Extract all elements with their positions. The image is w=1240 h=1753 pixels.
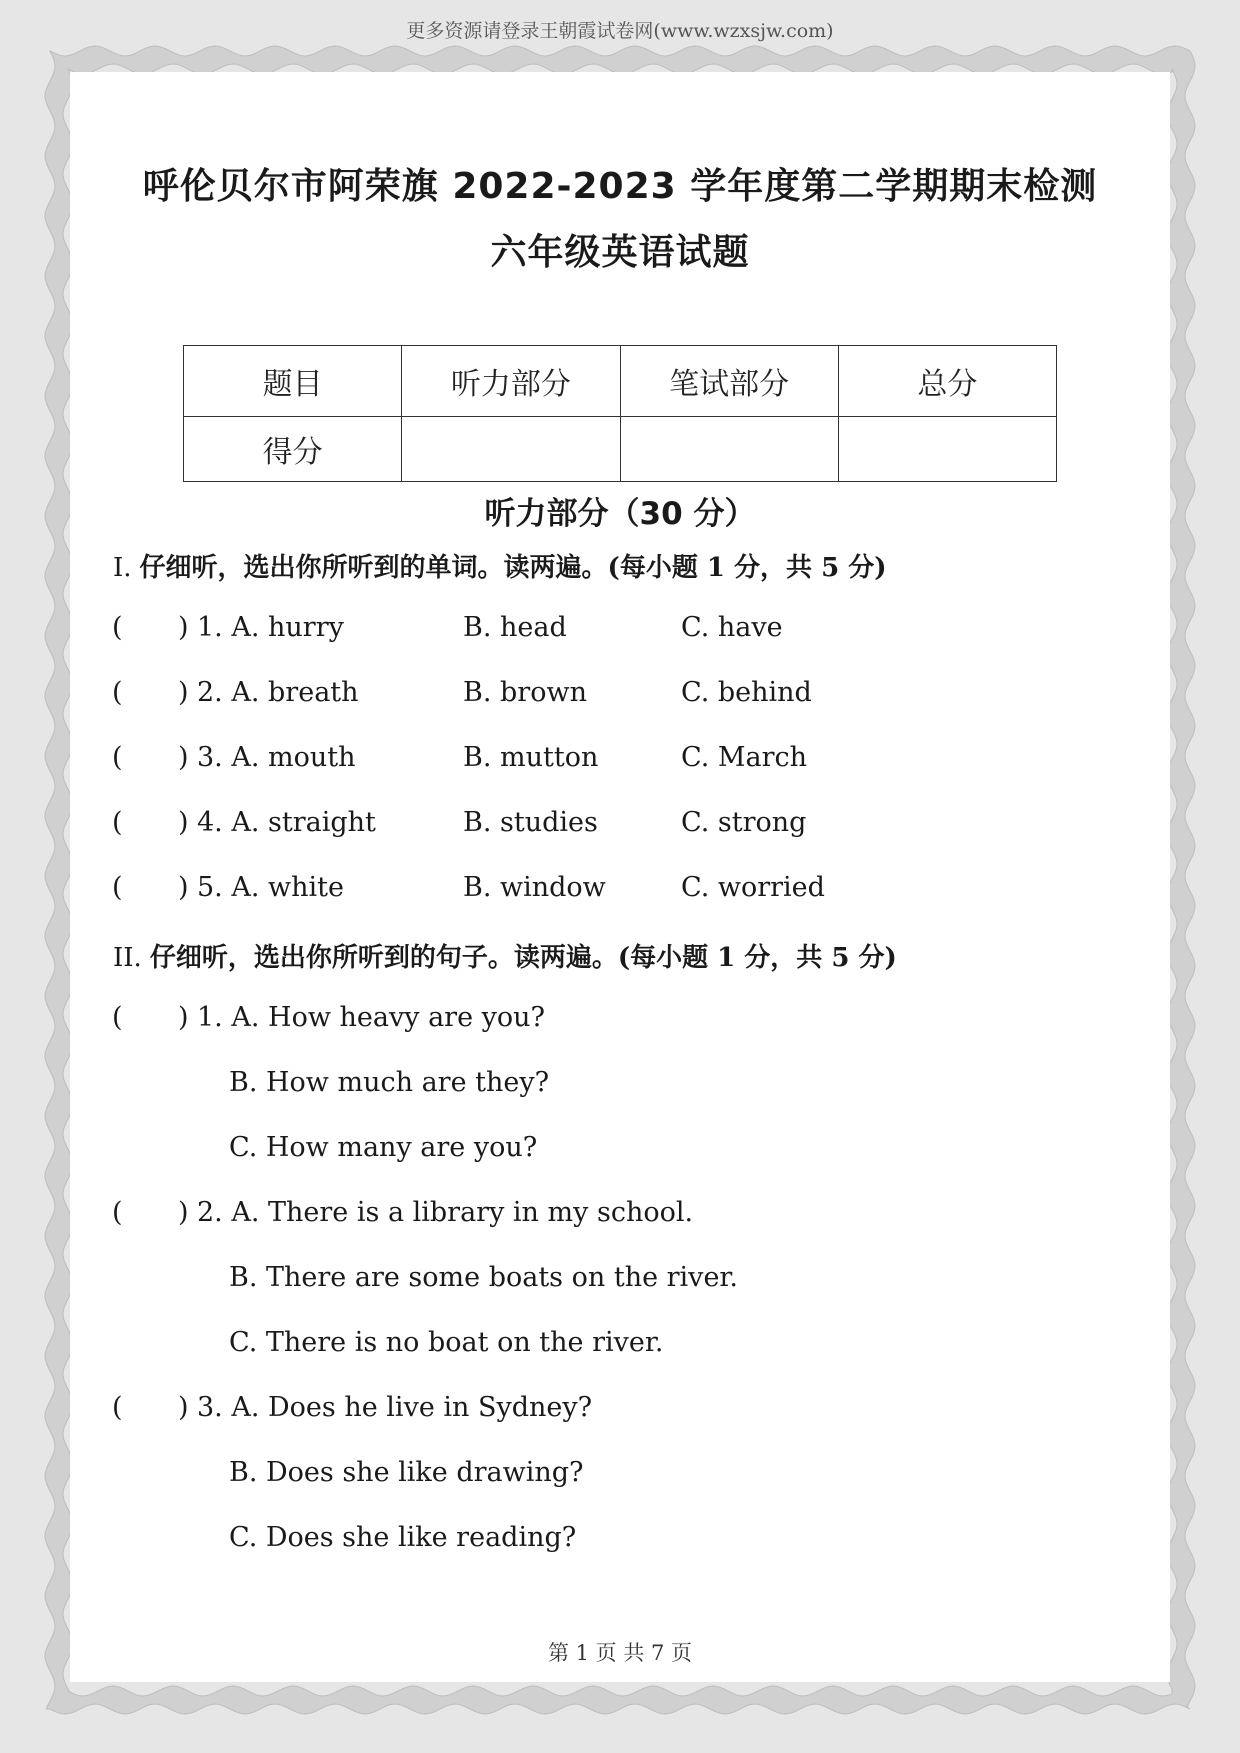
option-a: A. Does he live in Sydney? [231,1392,593,1423]
option-c: C. strong [681,807,807,838]
score-table [183,345,1057,482]
page-footer: 第 1 页 共 7 页 [547,1641,693,1665]
answer-blank[interactable]: ( [112,1002,123,1033]
option-a: A. mouth [231,742,356,773]
question-number: 2. [197,677,223,708]
answer-blank[interactable]: ( [112,742,123,773]
section1-number: I. [113,553,132,583]
score-header-listening: 听力部分 [402,346,620,417]
score-cell-listening[interactable] [402,417,620,482]
answer-blank[interactable]: ( [112,677,123,708]
option-c: C. behind [681,677,812,708]
option-b: B. There are some boats on the river. [229,1262,738,1293]
option-b: B. studies [463,807,598,838]
option-b: B. mutton [463,742,599,773]
score-cell-written[interactable] [620,417,838,482]
option-c: C. have [681,612,783,643]
question-number: 1. [197,612,223,643]
option-a: A. There is a library in my school. [231,1197,694,1228]
option-c: C. worried [681,872,825,903]
score-cell-total[interactable] [838,417,1056,482]
answer-blank[interactable]: ( [112,612,123,643]
question-number: 5. [197,872,223,903]
exam-title: 呼伦贝尔市阿荣旗 2022-2023 学年度第二学期期末检测 [142,166,1098,207]
score-header-total: 总分 [838,346,1056,417]
section2-instruction [113,937,897,974]
option-b: B. How much are they? [229,1067,550,1098]
option-c: C. How many are you? [229,1132,538,1163]
score-header-written: 笔试部分 [620,346,838,417]
question-number: 4. [197,807,223,838]
option-b: B. window [463,872,606,903]
option-c: C. Does she like reading? [229,1522,577,1553]
answer-blank[interactable]: ( [112,872,123,903]
question-number: 2. [197,1197,223,1228]
option-a: A. white [231,872,344,903]
score-header-item: 题目 [184,346,402,417]
listening-heading: 听力部分（30 分） [484,496,756,532]
option-a: A. How heavy are you? [231,1002,546,1033]
answer-blank[interactable]: ( [112,807,123,838]
option-b: B. head [463,612,567,643]
option-a: A. straight [231,807,376,838]
question-number: 3. [197,742,223,773]
section1-instruction [113,547,887,584]
option-b: B. Does she like drawing? [229,1457,584,1488]
exam-subtitle: 六年级英语试题 [490,232,750,273]
option-a: A. hurry [231,612,344,643]
section1-text: 仔细听，选出你所听到的单词。读两遍。(每小题 1 分，共 5 分) [139,553,887,583]
option-c: C. There is no boat on the river. [229,1327,664,1358]
option-a: A. breath [231,677,359,708]
watermark: 更多资源请登录王朝霞试卷网(www.wzxsjw.com) [406,20,834,42]
section2-number: II. [113,943,142,973]
score-row-label: 得分 [184,417,402,482]
section2-text: 仔细听，选出你所听到的句子。读两遍。(每小题 1 分，共 5 分) [149,943,897,973]
question-number: 3. [197,1392,223,1423]
answer-blank[interactable]: ( [112,1392,123,1423]
option-c: C. March [681,742,808,773]
option-b: B. brown [463,677,587,708]
answer-blank[interactable]: ( [112,1197,123,1228]
question-number: 1. [197,1002,223,1033]
